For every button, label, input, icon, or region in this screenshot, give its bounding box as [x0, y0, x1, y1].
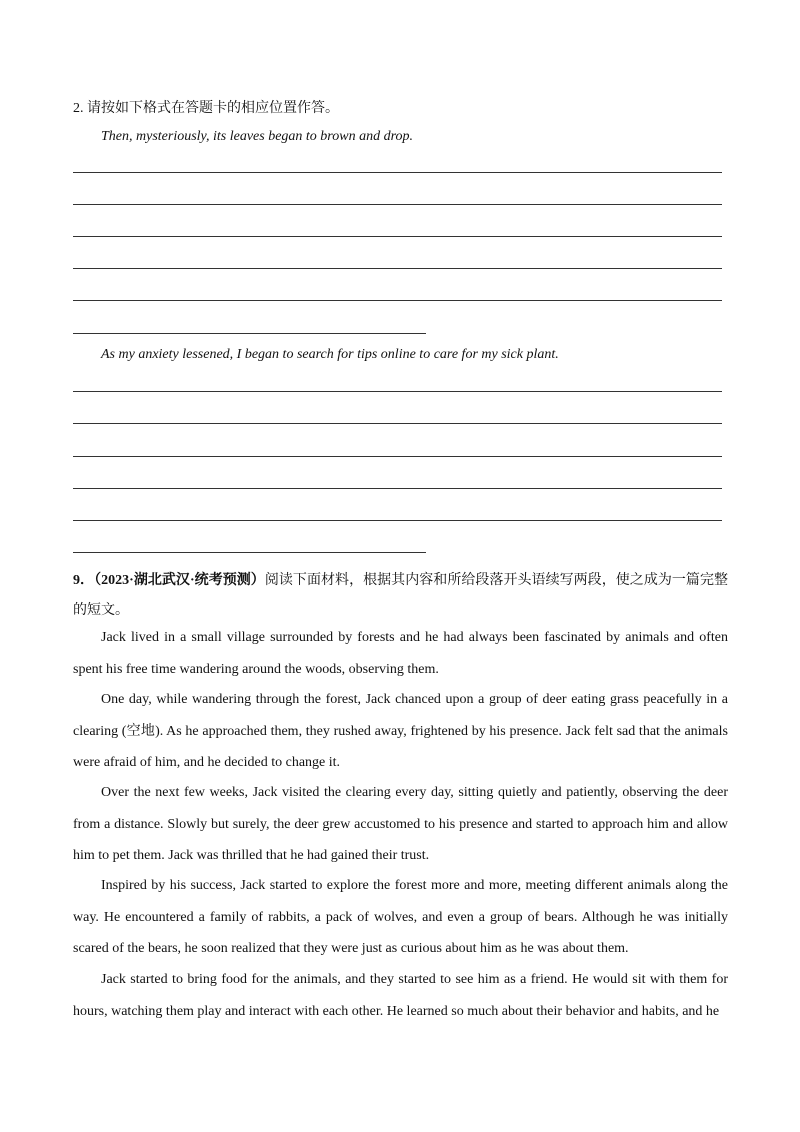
answer-line[interactable]	[73, 300, 722, 301]
story-paragraph: Inspired by his success, Jack started to explore the forest more and more, meeting different animals along the way. He encountered a family of rabbits, a pack of wolves, and even a group of bears. Although he was initially scared of the bears, he soon realized that they were just as curious about him as he was about them.	[73, 878, 728, 956]
answer-line[interactable]	[73, 172, 722, 173]
story-paragraph: Over the next few weeks, Jack visited the clearing every day, sitting quietly and patiently, observing the deer from a distance. Slowly but surely, the deer grew accustomed to his presence and started to approach him and allow him to pet them. Jack was thrilled that he had gained their trust.	[73, 785, 728, 863]
continuation-prompt-2: As my anxiety lessened, I began to search for tips online to care for my sick plant.	[101, 347, 559, 362]
answer-line[interactable]	[73, 423, 722, 424]
answer-line[interactable]	[73, 456, 722, 457]
answer-line[interactable]	[73, 488, 722, 489]
question-text: 阅读下面材料，根据其内容和所给段落开头语续写两段，使之成为一篇完整的短文。	[73, 573, 729, 618]
answer-line-short[interactable]	[73, 552, 426, 553]
story-paragraph: Jack lived in a small village surrounded by forests and he had always been fascinated by animals and often spent his free time wandering around the woods, observing them.	[73, 630, 728, 677]
answer-line-short[interactable]	[73, 333, 426, 334]
answer-line[interactable]	[73, 520, 722, 521]
answer-line[interactable]	[73, 391, 722, 392]
question-source: （2023·湖北武汉·统考预测）	[94, 573, 265, 588]
answer-line[interactable]	[73, 204, 722, 205]
question-header	[73, 566, 728, 626]
answer-line[interactable]	[73, 268, 722, 269]
question-number: 9．	[73, 573, 95, 588]
continuation-prompt-1: Then, mysteriously, its leaves began to brown and drop.	[101, 129, 413, 144]
story-paragraph: Jack started to bring food for the animals, and they started to see him as a friend. He would sit with them for hours, watching them play and interact with each other. He learned so much about their behavior and habits, and he	[73, 972, 728, 1019]
story-paragraph: One day, while wandering through the forest, Jack chanced upon a group of deer eating grass peacefully in a clearing (空地). As he approached them, they rushed away, frightened by his presence. Jack felt sad that the animals were afraid of him, and he decided to change it.	[73, 692, 728, 770]
answer-line[interactable]	[73, 236, 722, 237]
answer-instruction: 2. 请按如下格式在答题卡的相应位置作答。	[73, 101, 339, 116]
